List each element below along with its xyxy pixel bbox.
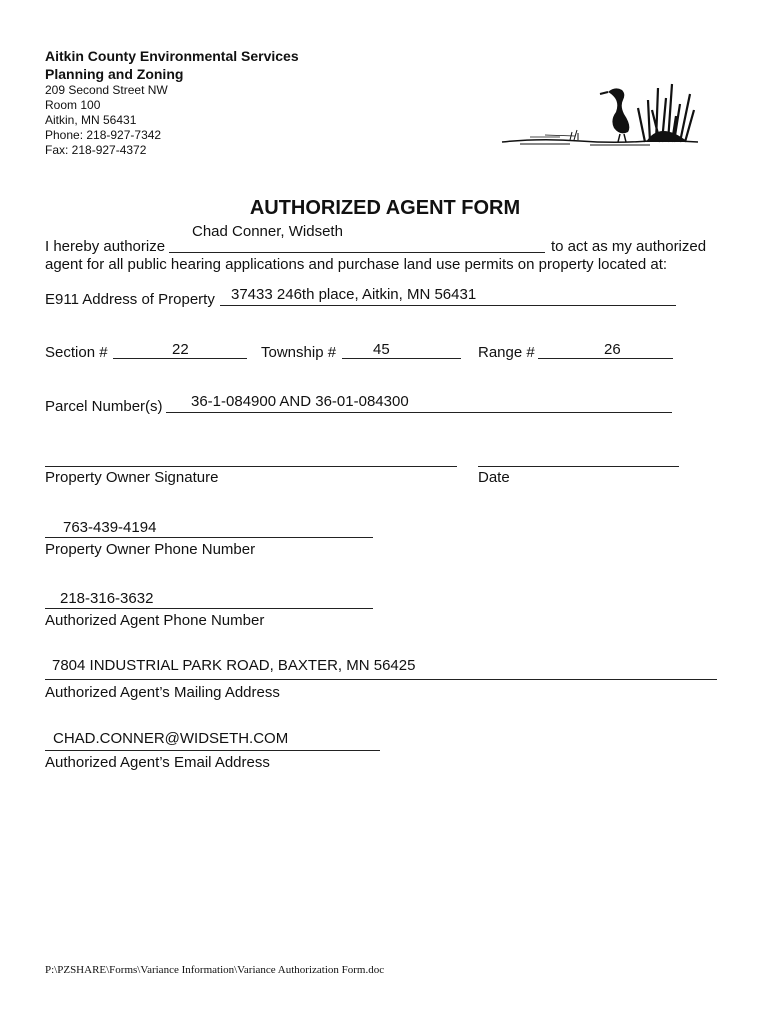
authorize-line2: agent for all public hearing applications and purchase land use permits on property located at: xyxy=(45,256,668,273)
agent-phone-value[interactable]: 218-316-3632 xyxy=(60,590,154,607)
agent-mailing-value[interactable]: 7804 INDUSTRIAL PARK ROAD, BAXTER, MN 56425 xyxy=(52,657,416,674)
agent-mailing-label: Authorized Agent’s Mailing Address xyxy=(45,684,280,701)
org-fax: Fax: 218-927-4372 xyxy=(45,143,147,157)
document-path-footer: P:\PZSHARE\Forms\Variance Information\Variance Authorization Form.doc xyxy=(45,964,385,976)
authorize-suffix: to act as my authorized xyxy=(551,238,707,255)
parcel-line xyxy=(166,412,672,413)
parcel-label: Parcel Number(s) xyxy=(45,398,163,415)
parcel-number-value[interactable]: 36-1-084900 AND 36-01-084300 xyxy=(191,393,409,410)
form-title: AUTHORIZED AGENT FORM xyxy=(249,197,521,219)
authorized-agent-name-value[interactable]: Chad Conner, Widseth xyxy=(192,223,343,240)
township-value[interactable]: 45 xyxy=(373,341,390,358)
owner-signature-line[interactable] xyxy=(45,466,457,467)
range-line xyxy=(538,358,673,359)
authorize-prefix: I hereby authorize xyxy=(45,238,166,255)
section-line xyxy=(113,358,247,359)
owner-signature-label: Property Owner Signature xyxy=(45,469,219,486)
e911-address-value[interactable]: 37433 246th place, Aitkin, MN 56431 xyxy=(231,286,477,303)
agent-email-line xyxy=(45,750,380,751)
agent-email-label: Authorized Agent’s Email Address xyxy=(45,754,270,771)
authorized-agent-name-line xyxy=(169,252,545,253)
heron-wetland-logo-icon xyxy=(500,80,700,150)
date-label: Date xyxy=(478,469,510,486)
org-phone: Phone: 218-927-7342 xyxy=(45,128,162,142)
e911-label: E911 Address of Property xyxy=(45,291,215,308)
date-line[interactable] xyxy=(478,466,679,467)
agent-mailing-line xyxy=(45,679,717,680)
section-value[interactable]: 22 xyxy=(172,341,189,358)
section-label: Section # xyxy=(45,344,108,361)
owner-phone-value[interactable]: 763-439-4194 xyxy=(63,519,157,536)
range-value[interactable]: 26 xyxy=(604,341,621,358)
org-address-line1: 209 Second Street NW xyxy=(45,83,168,97)
owner-phone-line xyxy=(45,537,373,538)
township-label: Township # xyxy=(261,344,337,361)
org-address-line3: Aitkin, MN 56431 xyxy=(45,113,137,127)
agent-phone-label: Authorized Agent Phone Number xyxy=(45,612,265,629)
township-line xyxy=(342,358,461,359)
owner-phone-label: Property Owner Phone Number xyxy=(45,541,256,558)
org-name: Aitkin County Environmental Services xyxy=(45,48,299,64)
range-label: Range # xyxy=(478,344,535,361)
agent-email-value[interactable]: CHAD.CONNER@WIDSETH.COM xyxy=(53,730,289,747)
org-address-line2: Room 100 xyxy=(45,98,101,112)
e911-line xyxy=(220,305,676,306)
org-department: Planning and Zoning xyxy=(45,66,184,82)
agent-phone-line xyxy=(45,608,373,609)
